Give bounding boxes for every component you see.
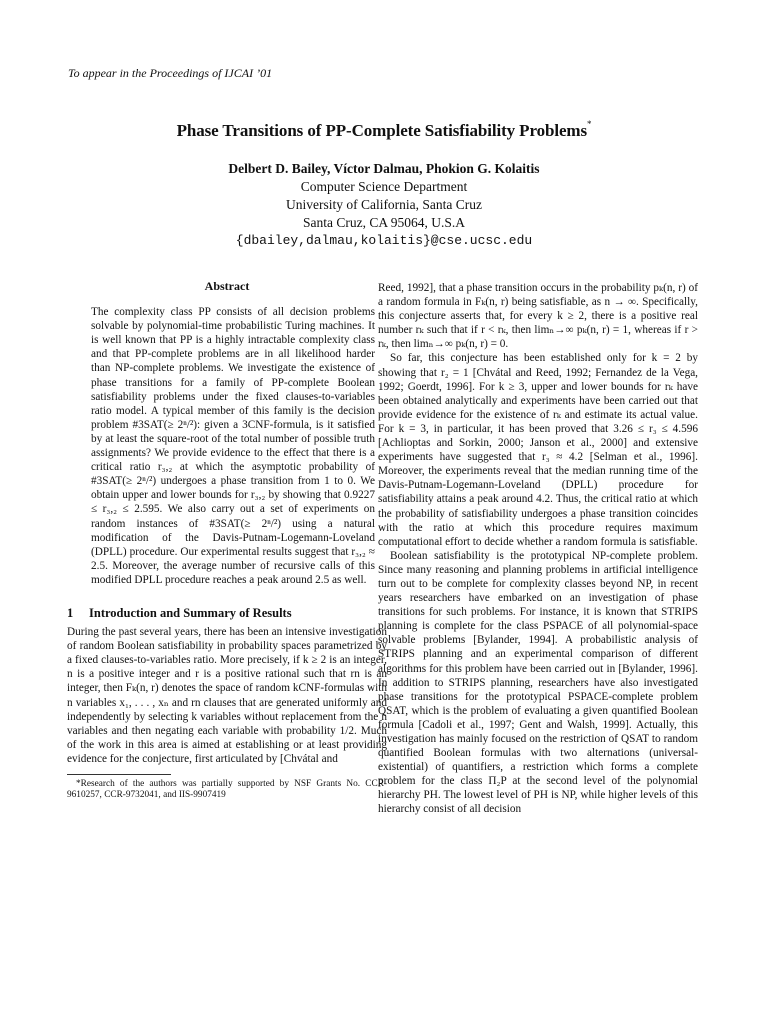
right-paragraph-1: Reed, 1992], that a phase transition occurs in the probability pₖ(n, r) of a random formula in Fₖ(n, r) being satisfiable, as n → ∞. Specifically, this conjecture asserts that, for every k ≥ 2, there is a positive real number rₖ such that if r < rₖ, then limₙ→∞ pₖ(n, r) = 1, whereas if r > rₖ, then limₙ→∞ pₖ(n, r) = 0. <box>378 282 698 351</box>
abstract-heading: Abstract <box>204 279 250 293</box>
footnote-divider <box>67 774 171 775</box>
author-university: University of California, Santa Cruz <box>285 197 483 212</box>
right-paragraph-2: So far, this conjecture has been established only for k = 2 by showing that r₂ = 1 [Chvátal and Reed, 1992; Fernandez de la Vega, 1992; Goerdt, 1996]. For k ≥ 3, upper and lower bounds for rₖ have been obtained analytically and experiments have been carried out that provide evidence for the existence of rₖ and estimate its actual value. For k = 3, in particular, it has been proved that 3.26 ≤ r₃ ≤ 4.596 [Achlioptas and Sorkin, 2000; Janson et al., 2000] and extensive experiments have suggested that r₃ ≈ 4.2 [Selman et al., 1996]. Moreover, the experiments reveal that the median running time of the Davis-Putnam-Logemann-Loveland (DPLL) procedure for satisfiability attains a peak around 4.2. Thus, the critical ratio at which the probability of satisfiability undergoes a phase transition coincides with the ratio at which this procedure requires maximum computational effort to decide whether a random formula is satisfiable. <box>378 352 698 548</box>
paper-title <box>0 121 768 141</box>
author-department: Computer Science Department <box>300 179 468 194</box>
author-names: Delbert D. Bailey, Víctor Dalmau, Phokion G. Kolaitis <box>228 161 540 176</box>
abstract-text: The complexity class PP consists of all decision problems solvable by polynomial-time probabilistic Turing machines. It is well known that PP is a highly intractable complexity class and that PP-complete problems are in all likelihood harder than NP-complete problems. We investigate the existence of phase transitions for a family of PP-complete Boolean satisfiability problems under the fixed clauses-to-variables ratio model. A typical member of this family is the decision problem #3SAT(≥ 2ⁿ/²): given a 3CNF-formula, is it satisfied by at least the square-root of the total number of possible truth assignments? We provide evidence to the effect that there is a critical ratio r₃,₂ at which the asymptotic probability of #3SAT(≥ 2ⁿ/²) undergoes a phase transition from 1 to 0. We obtain upper and lower bounds for r₃,₂ by showing that 0.9227 ≤ r₃,₂ ≤ 2.595. We also carry out a set of experiments on random instances of #3SAT(≥ 2ⁿ/²) using a natural modification of the Davis-Putnam-Logemann-Loveland (DPLL) procedure. Our experimental results suggest that r₃,₂ ≈ 2.5. Moreover, the average number of recursive calls of this modified DPLL procedure reaches a peak around 2.5 as well. <box>91 306 375 586</box>
author-email: {dbailey,dalmau,kolaitis}@cse.ucsc.edu <box>235 233 533 248</box>
author-block <box>0 160 768 250</box>
intro-paragraph: During the past several years, there has been an intensive investigation of random Boolean satisfiability in probability spaces parametrized by a fixed clauses-to-variables ratio. More precisely, if k ≥ 2 is an integer, n is a positive integer and r is a positive rational such that rn is an integer, then Fₖ(n, r) denotes the space of random kCNF-formulas with n variables x₁, . . . , xₙ and rn clauses that are generated uniformly and independently by selecting k variables without replacement from the n variables and then negating each variable with probability 1/2. Much of the work in this area is aimed at establishing or at least providing evidence for the conjecture, first articulated by [Chvátal and <box>67 626 387 765</box>
author-address: Santa Cruz, CA 95064, U.S.A <box>303 215 465 230</box>
left-column <box>67 279 387 801</box>
section-number: 1 <box>67 605 74 620</box>
footnote-text: *Research of the authors was partially supported by NSF Grants No. CCR-9610257, CCR-9732041, and IIS-9907419 <box>67 779 387 801</box>
title-footnote-mark: * <box>587 119 592 129</box>
section-title: Introduction and Summary of Results <box>89 605 292 620</box>
venue-note: To appear in the Proceedings of IJCAI ’01 <box>68 66 273 80</box>
section-heading <box>67 606 387 620</box>
right-column <box>378 281 698 817</box>
right-paragraph-3: Boolean satisfiability is the prototypical NP-complete problem. Since many reasoning and planning problems in artificial intelligence turn out to be complete for complexity classes beyond NP, in recent years researchers have embarked on an investigation of phase transitions for such problems. For instance, it is known that STRIPS planning is complete for the class PSPACE of all polynomial-space solvable problems [Bylander, 1994]. A probabilistic analysis of STRIPS planning and an experimental comparison of different algorithms for this problem have been carried out in [Bylander, 1996]. In addition to STRIPS planning, researchers have also investigated phase transitions for the prototypical PSPACE-complete problem QSAT, which is the problem of evaluating a given quantified Boolean formula [Cadoli et al., 1997; Gent and Walsh, 1999]. Actually, this investigation has mainly focused on the restriction of QSAT to random quantified Boolean formulas with two alternations (universal-existential) of quantifiers, a restriction which forms a complete problem for the class Π₂P at the second level of the polynomial hierarchy PH. The lowest level of PH is NP, while higher levels of this hierarchy consist of all decision <box>378 549 698 816</box>
title-text: Phase Transitions of PP-Complete Satisfiability Problems <box>176 121 587 140</box>
